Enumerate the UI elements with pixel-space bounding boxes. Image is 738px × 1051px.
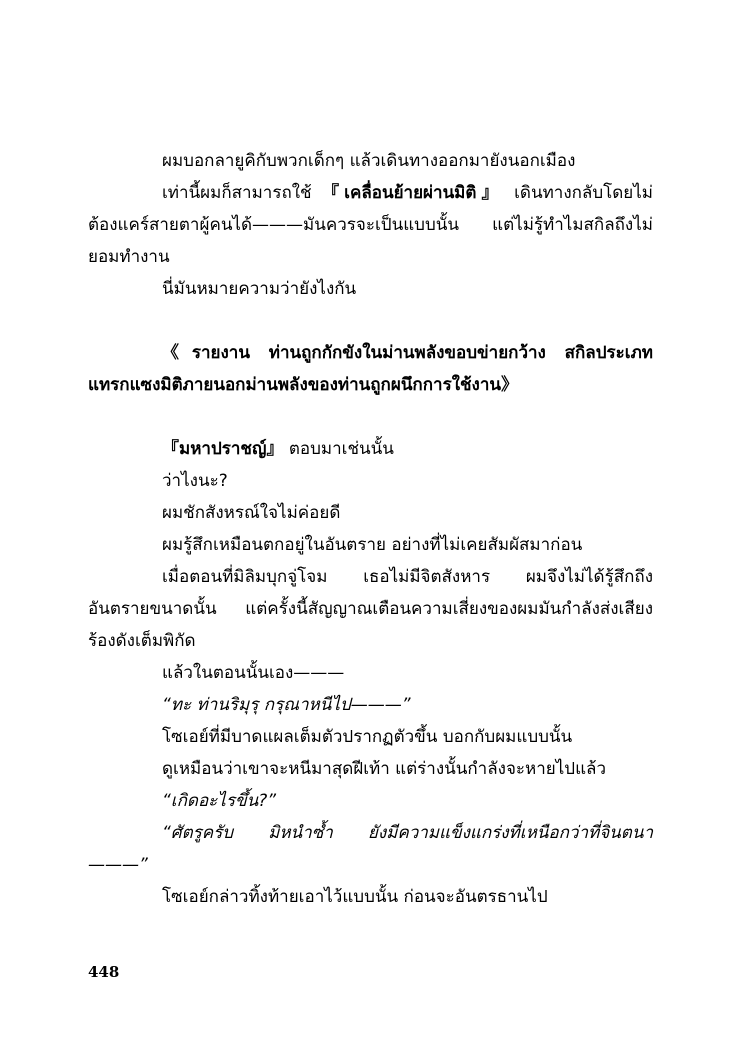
paragraph-text: ตอบมาเช่นนั้น	[283, 439, 394, 459]
paragraph: ผมชักสังหรณ์ใจไม่ค่อยดี	[162, 503, 341, 523]
paragraph	[88, 177, 653, 273]
dialogue: “ศัตรูครับ มิหนำซ้ำ ยังมีความแข็งแกร่งที่เหนือกว่าที่จินตนา———”	[88, 823, 653, 875]
skill-name: 『เคลื่อนย้ายผ่านมิติ』	[322, 183, 504, 203]
paragraph: แล้วในตอนนั้นเอง———	[162, 663, 345, 683]
dialogue: “เกิดอะไรขึ้น?”	[162, 791, 277, 811]
paragraph: เมื่อตอนที่มิลิมบุกจู่โจม เธอไม่มีจิตสังหาร ผมจึงไม่ได้รู้สึกถึงอันตรายขนาดนั้น แต่ครั้งนี้สัญญาณเตือนความเสี่ยงของผมมันกำลังส่งเสียงร้องดังเต็มพิกัด	[88, 567, 653, 651]
dialogue: “ทะ ท่านริมุรุ กรุณาหนีไป———”	[162, 695, 411, 715]
page-number: 448	[88, 963, 120, 981]
paragraph-text: เดินทางกลับโดยไม่ต้องแคร์สายตาผู้คนได้———มันควรจะเป็นแบบนั้น แต่ไม่รู้ทำไมสกิลถึงไม่ยอมทำงาน	[88, 183, 654, 267]
skill-name: 『มหาปราชญ์』	[162, 439, 284, 459]
paragraph: ว่าไงนะ?	[162, 471, 228, 491]
paragraph-text: เท่านี้ผมก็สามารถใช้	[162, 183, 323, 203]
paragraph: โซเอย์กล่าวทิ้งท้ายเอาไว้แบบนั้น ก่อนจะอันตรธานไป	[162, 887, 548, 907]
system-report: 《รายงาน ท่านถูกกักขังในม่านพลังขอบข่ายกว้าง สกิลประเภทแทรกแซงมิติภายนอกม่านพลังของท่านถูกผนึกการใช้งาน》	[88, 343, 653, 395]
paragraph: ผมบอกลายูคิกับพวกเด็กๆ แล้วเดินทางออกมายังนอกเมือง	[162, 151, 576, 171]
page-body	[88, 145, 653, 913]
paragraph: โซเอย์ที่มีบาดแผลเต็มตัวปรากฏตัวขึ้น บอกกับผมแบบนั้น	[162, 727, 573, 747]
paragraph: นี่มันหมายความว่ายังไงกัน	[162, 279, 357, 299]
paragraph: ผมรู้สึกเหมือนตกอยู่ในอันตราย อย่างที่ไม่เคยสัมผัสมาก่อน	[162, 535, 583, 555]
paragraph: ดูเหมือนว่าเขาจะหนีมาสุดฝีเท้า แต่ร่างนั้นกำลังจะหายไปแล้ว	[162, 759, 607, 779]
paragraph	[88, 433, 653, 465]
